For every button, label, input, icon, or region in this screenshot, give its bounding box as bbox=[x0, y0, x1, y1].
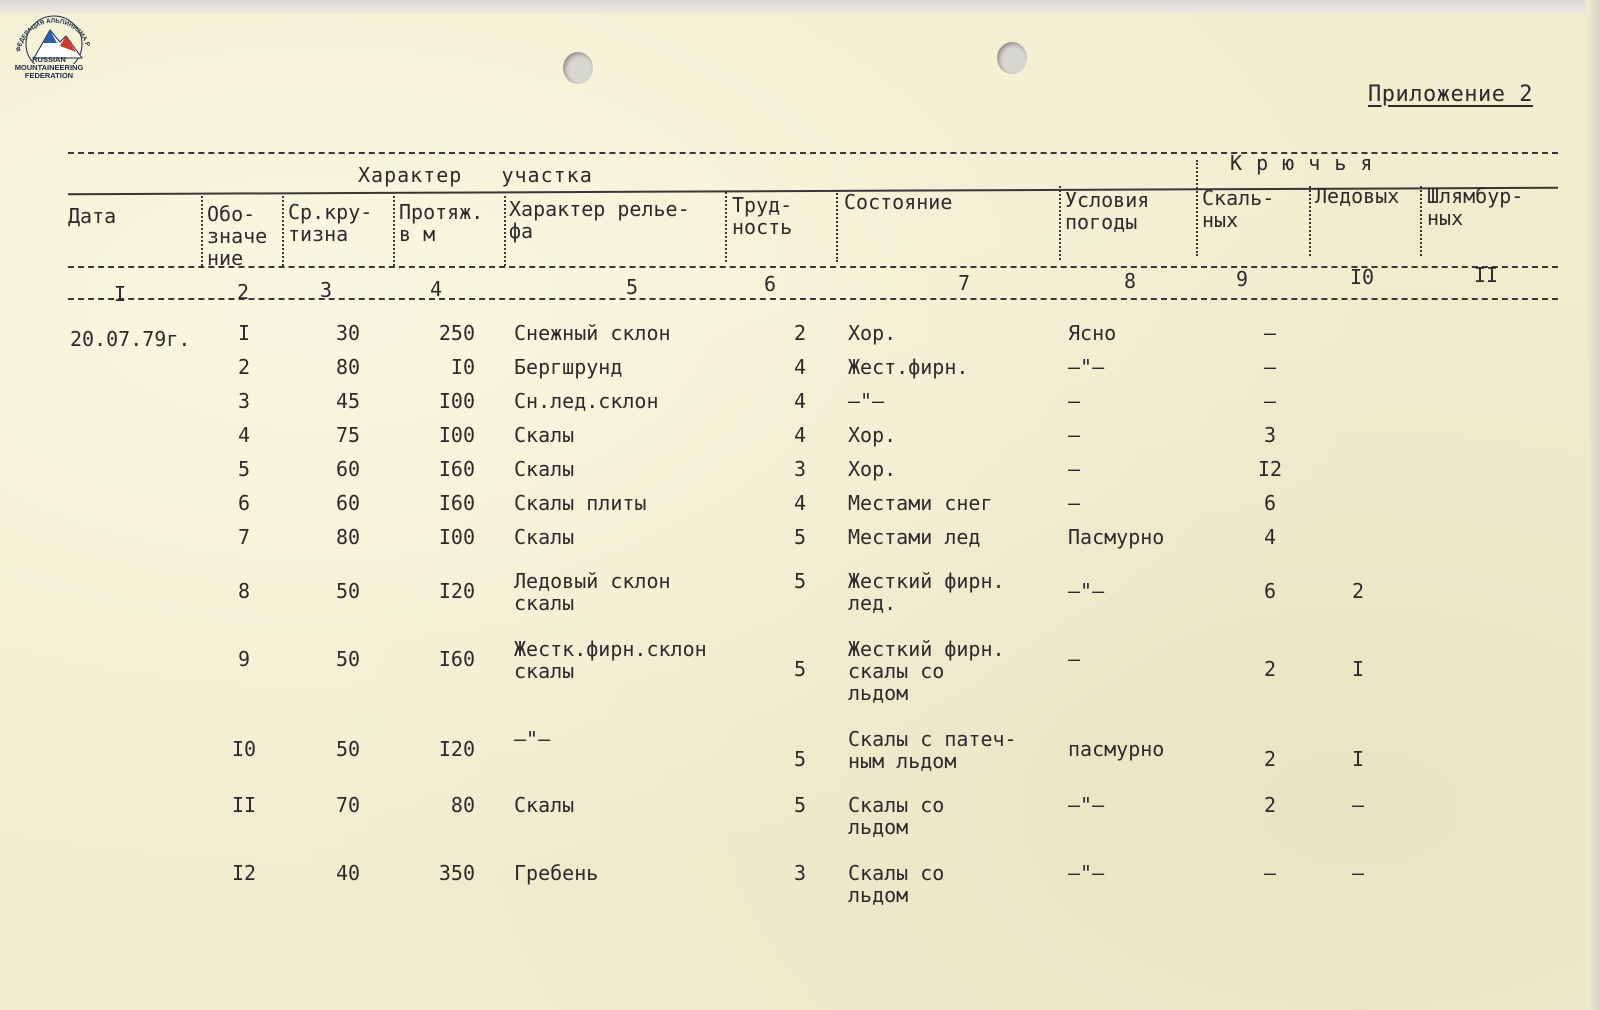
state-cell: Хор. bbox=[848, 321, 897, 345]
col-number: 7 bbox=[958, 271, 971, 295]
state-cell: Хор. bbox=[848, 423, 897, 447]
ice-hooks-cell: – bbox=[1351, 793, 1365, 817]
weather-cell: –"– bbox=[1068, 861, 1105, 885]
col-divider bbox=[1196, 160, 1198, 256]
rock-hooks-cell: 3 bbox=[1263, 423, 1277, 447]
difficulty-cell: 5 bbox=[793, 747, 807, 771]
col-header-weather: Условия погоды bbox=[1065, 188, 1150, 234]
col-header-designation: Обо- значе ние bbox=[207, 202, 268, 270]
ice-hooks-cell: 2 bbox=[1351, 579, 1365, 603]
relief-cell: Скалы bbox=[514, 525, 575, 549]
weather-cell: –"– bbox=[1068, 793, 1105, 817]
rule-numbers-bottom bbox=[68, 298, 1558, 300]
state-cell: Жест.фирн. bbox=[848, 355, 969, 379]
relief-cell: Сн.лед.склон bbox=[514, 389, 659, 413]
weather-cell: –"– bbox=[1068, 355, 1105, 379]
steepness-cell: 50 bbox=[335, 579, 361, 603]
steepness-cell: 60 bbox=[335, 457, 361, 481]
rock-hooks-cell: 2 bbox=[1263, 793, 1277, 817]
relief-cell: –"– bbox=[514, 727, 551, 751]
rule-header-bottom bbox=[68, 266, 1558, 268]
weather-cell: – bbox=[1068, 647, 1081, 671]
rock-hooks-cell: 6 bbox=[1263, 491, 1277, 515]
difficulty-cell: 5 bbox=[793, 793, 807, 817]
designation-cell: 4 bbox=[237, 423, 251, 447]
col-divider bbox=[1309, 186, 1311, 256]
state-cell: Жесткий фирн. скалы со льдом bbox=[848, 637, 1005, 705]
weather-cell: – bbox=[1068, 423, 1081, 447]
rock-hooks-cell: 6 bbox=[1263, 579, 1277, 603]
steepness-cell: 50 bbox=[335, 647, 361, 671]
entry-date: 20.07.79г. bbox=[70, 327, 191, 351]
length-cell: I00 bbox=[438, 525, 475, 549]
length-cell: I60 bbox=[438, 647, 475, 671]
col-header-state: Состояние bbox=[844, 190, 953, 214]
appendix-title: Приложение 2 bbox=[1368, 82, 1533, 107]
col-divider bbox=[393, 196, 395, 266]
col-divider bbox=[1059, 186, 1061, 260]
length-cell: 80 bbox=[450, 793, 475, 817]
col-number: 5 bbox=[626, 275, 639, 299]
group-header-hooks: К р ю ч ь я bbox=[1230, 151, 1374, 175]
designation-cell: I2 bbox=[231, 861, 257, 885]
scan-edge-top bbox=[0, 0, 1600, 14]
state-cell: Скалы со льдом bbox=[848, 793, 945, 839]
col-number: 2 bbox=[237, 280, 250, 304]
rock-hooks-cell: 4 bbox=[1263, 525, 1277, 549]
col-number: 6 bbox=[764, 272, 777, 296]
col-header-length: Протяж. в м bbox=[399, 200, 484, 246]
relief-cell: Ледовый склон скалы bbox=[514, 569, 671, 615]
weather-cell: Пасмурно bbox=[1068, 525, 1165, 549]
designation-cell: I bbox=[237, 321, 251, 345]
col-number: II bbox=[1474, 263, 1499, 287]
steepness-cell: 80 bbox=[335, 525, 361, 549]
rock-hooks-cell: – bbox=[1263, 389, 1277, 413]
col-divider bbox=[725, 192, 727, 262]
state-cell: Жесткий фирн. лед. bbox=[848, 569, 1005, 615]
weather-cell: Ясно bbox=[1068, 321, 1117, 345]
difficulty-cell: 5 bbox=[793, 525, 807, 549]
difficulty-cell: 5 bbox=[793, 569, 807, 593]
col-number: I0 bbox=[1350, 265, 1375, 289]
col-number: 9 bbox=[1236, 267, 1249, 291]
col-divider bbox=[504, 196, 506, 266]
length-cell: I00 bbox=[438, 423, 475, 447]
length-cell: 250 bbox=[438, 321, 475, 345]
designation-cell: 7 bbox=[237, 525, 251, 549]
steepness-cell: 45 bbox=[335, 389, 361, 413]
state-cell: Хор. bbox=[848, 457, 897, 481]
length-cell: I20 bbox=[438, 579, 475, 603]
rock-hooks-cell: I2 bbox=[1257, 457, 1283, 481]
col-header-difficulty: Труд- ность bbox=[732, 193, 793, 239]
steepness-cell: 70 bbox=[335, 793, 361, 817]
col-header-relief: Характер релье- фа bbox=[509, 197, 690, 243]
difficulty-cell: 4 bbox=[793, 389, 807, 413]
col-divider bbox=[282, 196, 284, 266]
ice-hooks-cell: – bbox=[1351, 861, 1365, 885]
designation-cell: II bbox=[231, 793, 257, 817]
state-cell: Местами снег bbox=[848, 491, 993, 515]
difficulty-cell: 4 bbox=[793, 423, 807, 447]
col-number: I bbox=[114, 282, 127, 306]
state-cell: –"– bbox=[848, 389, 885, 413]
col-number: 3 bbox=[320, 278, 333, 302]
rock-hooks-cell: – bbox=[1263, 861, 1277, 885]
steepness-cell: 75 bbox=[335, 423, 361, 447]
steepness-cell: 30 bbox=[335, 321, 361, 345]
group-header-section: Характер участка bbox=[358, 163, 593, 187]
col-divider bbox=[1420, 186, 1422, 256]
logo-line-1: RUSSIAN bbox=[32, 55, 66, 64]
rock-hooks-cell: 2 bbox=[1263, 657, 1277, 681]
logo-caption bbox=[2, 56, 96, 80]
weather-cell: –"– bbox=[1068, 579, 1105, 603]
state-cell: Местами лед bbox=[848, 525, 981, 549]
difficulty-cell: 5 bbox=[793, 657, 807, 681]
steepness-cell: 60 bbox=[335, 491, 361, 515]
ice-hooks-cell: I bbox=[1351, 747, 1365, 771]
length-cell: 350 bbox=[438, 861, 475, 885]
length-cell: I0 bbox=[450, 355, 475, 379]
steepness-cell: 80 bbox=[335, 355, 361, 379]
col-header-date: Дата bbox=[68, 204, 117, 228]
col-divider bbox=[201, 196, 203, 266]
relief-cell: Скалы плиты bbox=[514, 491, 647, 515]
designation-cell: 3 bbox=[237, 389, 251, 413]
difficulty-cell: 2 bbox=[793, 321, 807, 345]
designation-cell: I0 bbox=[231, 737, 257, 761]
designation-cell: 9 bbox=[237, 647, 251, 671]
designation-cell: 6 bbox=[237, 491, 251, 515]
weather-cell: – bbox=[1068, 389, 1081, 413]
relief-cell: Скалы bbox=[514, 423, 575, 447]
difficulty-cell: 4 bbox=[793, 491, 807, 515]
rock-hooks-cell: – bbox=[1263, 321, 1277, 345]
punch-hole-right bbox=[997, 42, 1027, 74]
length-cell: I20 bbox=[438, 737, 475, 761]
weather-cell: – bbox=[1068, 457, 1081, 481]
difficulty-cell: 4 bbox=[793, 355, 807, 379]
logo-arc-text: ФЕДЕРАЦИЯ АЛЬПИНИЗМА Р bbox=[14, 17, 91, 53]
rock-hooks-cell: – bbox=[1263, 355, 1277, 379]
length-cell: I60 bbox=[438, 491, 475, 515]
length-cell: I60 bbox=[438, 457, 475, 481]
relief-cell: Скалы bbox=[514, 457, 575, 481]
col-header-bolt: Шлямбур- ных bbox=[1427, 184, 1524, 230]
relief-cell: Бергшрунд bbox=[514, 355, 623, 379]
logo-line-3: FEDERATION bbox=[24, 71, 74, 80]
relief-cell: Гребень bbox=[514, 861, 599, 885]
designation-cell: 2 bbox=[237, 355, 251, 379]
col-number: 8 bbox=[1124, 269, 1137, 293]
col-divider bbox=[836, 190, 838, 262]
col-header-steepness: Ср.кру- тизна bbox=[288, 200, 373, 246]
designation-cell: 5 bbox=[237, 457, 251, 481]
relief-cell: Снежный склон bbox=[514, 321, 671, 345]
col-header-ice: Ледовых bbox=[1315, 184, 1400, 208]
logo-line-2: MOUNTAINEERING bbox=[14, 63, 84, 72]
col-header-rock: Скаль- ных bbox=[1202, 186, 1275, 232]
rock-hooks-cell: 2 bbox=[1263, 747, 1277, 771]
weather-cell: пасмурно bbox=[1068, 737, 1165, 761]
col-number: 4 bbox=[430, 277, 443, 301]
difficulty-cell: 3 bbox=[793, 457, 807, 481]
punch-hole-left bbox=[563, 52, 593, 84]
state-cell: Скалы с патеч- ным льдом bbox=[848, 727, 1017, 773]
difficulty-cell: 3 bbox=[793, 861, 807, 885]
weather-cell: – bbox=[1068, 491, 1081, 515]
steepness-cell: 50 bbox=[335, 737, 361, 761]
state-cell: Скалы со льдом bbox=[848, 861, 945, 907]
ice-hooks-cell: I bbox=[1351, 657, 1365, 681]
steepness-cell: 40 bbox=[335, 861, 361, 885]
length-cell: I00 bbox=[438, 389, 475, 413]
scan-edge-right bbox=[1586, 0, 1600, 1010]
relief-cell: Скалы bbox=[514, 793, 575, 817]
relief-cell: Жестк.фирн.склон скалы bbox=[514, 637, 707, 683]
designation-cell: 8 bbox=[237, 579, 251, 603]
